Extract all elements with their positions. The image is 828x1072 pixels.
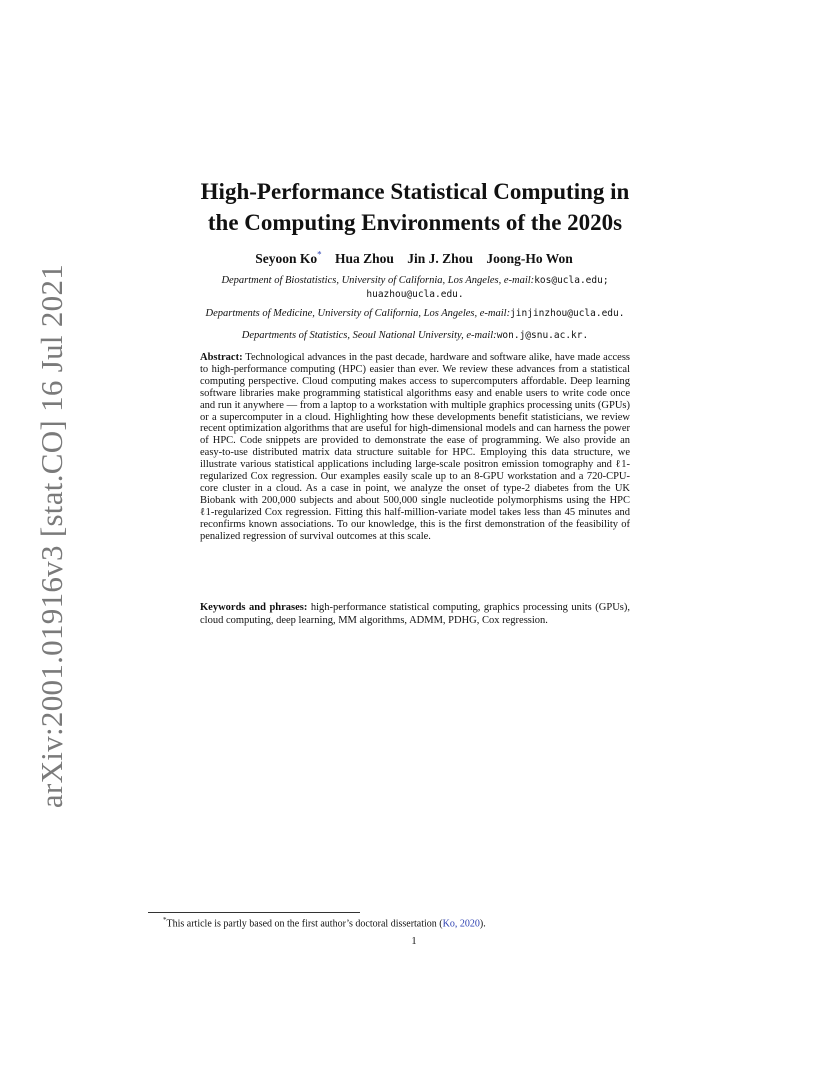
footnote-mark: * [163,916,167,924]
title-line-1: High-Performance Statistical Computing in [200,179,630,204]
email-link[interactable]: jinjinzhou@ucla.edu. [510,308,625,319]
affiliation-text: Departments of Medicine, University of California, Los Angeles, e-mail: [205,308,511,319]
paper-title [150,176,680,238]
keywords [200,602,630,627]
affiliation-text: Department of Biostatistics, University of California, Los Angeles, e-mail: [221,275,535,286]
page-number: 1 [411,936,417,947]
footnote [163,916,486,929]
email-link[interactable]: huazhou@ucla.edu. [366,289,464,300]
email-link[interactable]: won.j@snu.ac.kr. [496,330,589,341]
author-2: Hua Zhou [335,250,394,266]
author-1 [255,251,321,266]
affiliation-3 [150,329,680,343]
author-list [0,249,828,267]
abstract-text: Technological advances in the past decade, hardware and software alike, have made access to high-performance computing (HPC) easier than ever. We review these advances from a statistical computing perspective. Cloud computing makes access to supercomputers affordable. Deep learning software libraries make programming statistical algorithms easy and enable users to write code once and run it anywhere — from a laptop to a workstation with multiple graphics processing units (GPUs) or a supercomputer in a cloud. Highlighting how these developments benefit statisticians, we review recent optimization algorithms that are useful for high-dimensional models and can harness the power of HPC. Code snippets are provided to demonstrate the ease of programming. We also provide an easy-to-use distributed matrix data structure suitable for HPC. Employing this data structure, we illustrate various statistical applications including large-scale positron emission tomography and ℓ1-regularized Cox regression. Our examples easily scale up to an 8-GPU workstation and a 720-CPU-core cluster in a cloud. As a case in point, we analyze the onset of type-2 diabetes from the UK Biobank with 200,000 subjects and about 500,000 single nucleotide polymorphisms using the HPC ℓ1-regularized Cox regression. Fitting this half-million-variate model takes less than 45 minutes and reconfirms known associations. To our knowledge, this is the first demonstration of the feasibility of penalized regression of survival outcomes at this scale. [200,352,630,542]
footnote-divider [148,912,360,913]
author-3: Jin J. Zhou [407,250,473,266]
author-name: Seyoon Ko [255,250,318,266]
citation-link[interactable]: Ko, 2020 [442,918,480,930]
affiliation-2 [120,307,710,321]
abstract-label: Abstract: [200,352,243,363]
title-line-2: the Computing Environments of the 2020s [207,210,623,235]
author-footnote-mark[interactable]: * [317,249,322,259]
email-link[interactable]: kos@ucla.edu; [534,275,609,286]
author-4: Joong-Ho Won [486,250,573,266]
abstract [200,352,630,543]
keywords-text: high-performance statistical computing, graphics processing units (GPUs), cloud computing, deep learning, MM algorithms, ADMM, PDHG, Cox regression. [200,602,630,626]
affiliation-1 [150,274,680,302]
footnote-text: This article is partly based on the first author’s doctoral dissertation ( [166,918,443,930]
keywords-label: Keywords and phrases: [200,602,308,613]
arxiv-identifier: arXiv:2001.01916v3 [stat.CO] 16 Jul 2021 [34,263,69,809]
footnote-close: ). [479,918,486,930]
affiliation-text: Departments of Statistics, Seoul National University, e-mail: [241,330,497,341]
